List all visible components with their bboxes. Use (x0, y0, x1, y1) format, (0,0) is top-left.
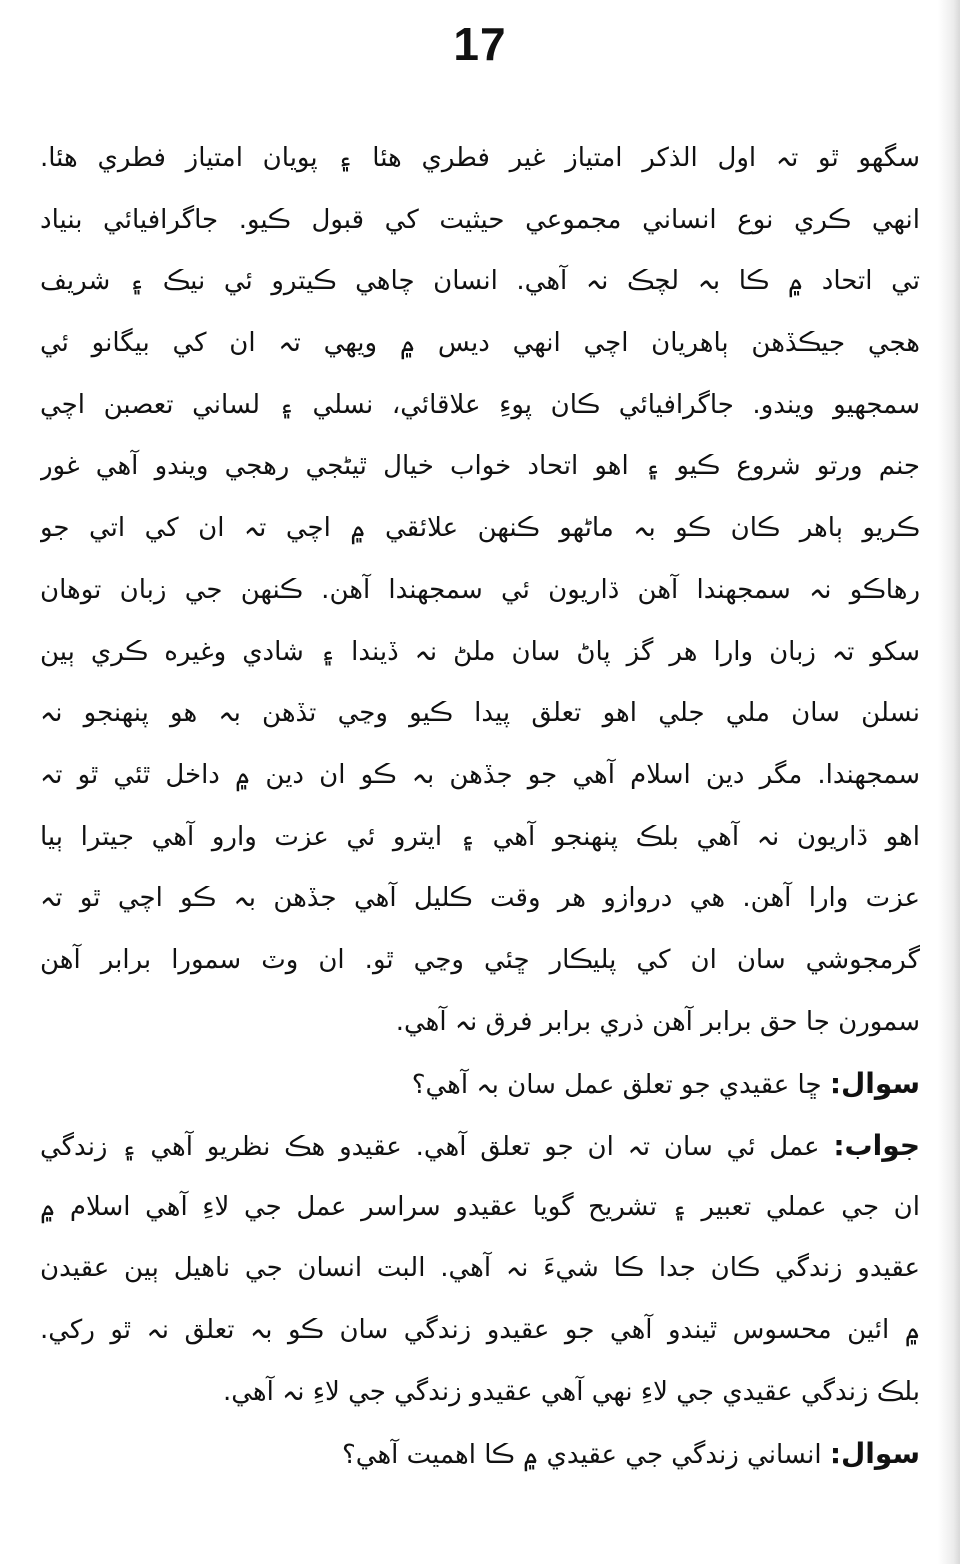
page-text-body (40, 128, 920, 1485)
text-line: عقيدو زندگي ڪان جدا ڪا شيءَ نہ آھي. البت انسان جي ناھيل ٻين عقيدن (40, 1253, 920, 1284)
question-text: ڇا عقيدي جو تعلق عمل سان بہ آھي؟ (411, 1070, 822, 1101)
question-answer-2 (40, 1423, 920, 1485)
text-line: ان جي عملي تعبير ۽ تشريح گويا عقيدو سراسر عمل جي لاءِ آھي اسلام ۾ (40, 1191, 920, 1222)
paragraph-1 (40, 128, 920, 1053)
question-text: انساني زندگي جي عقيدي ۾ ڪا اھميت آھي؟ (341, 1440, 822, 1471)
text-line: ڪريو ٻاھر ڪان ڪو بہ ماڻھو ڪنھن علائقي ۾ اچي تہ ان کي اتي جو (40, 513, 920, 544)
text-line: سمجھندا. مگر دين اسلام آھي جو جڏھن بہ ڪو ان دين ۾ داخل ٿئي ٿو تہ (40, 759, 920, 790)
text-line: سمجھيو ويندو. جاگرافيائي ڪان پوءِ علاقائي، نسلي ۽ لساني تعصبن اچي (40, 389, 920, 420)
answer-label: جواب: (833, 1129, 920, 1162)
question-label: سوال: (829, 1437, 920, 1471)
text-line: ھجي جيڪڏھن ٻاھريان اچي انھي ديس ۾ ويھي تہ ان کي بيگانو ئي (40, 328, 920, 359)
text-line: انھي ڪري نوع انساني مجموعي حيثيت کي قبول ڪيو. جاگرافيائي بنياد (40, 204, 920, 235)
text-line: گرمجوشي سان ان کي پليڪار ڇئي وڃي ٿو. ان وٽ سمورا برابر آھن (40, 944, 920, 975)
page-gutter-shadow (938, 0, 960, 1564)
text-line: اھو ڌاريون نہ آھي بلڪ پنھنجو آھي ۽ ايترو ئي عزت وارو آھي جيترا ٻيا (40, 821, 920, 852)
question-line (40, 1423, 920, 1485)
page-number: 17 (453, 18, 507, 70)
text-line: جنم ورتو شروع ڪيو ۽ اھو اتحاد خواب خيال ٿيڻجي رھجي ويندو آھي غور (40, 451, 920, 482)
text-line: نسلن سان ملي جلي اھو تعلق پيدا ڪيو وڃي تڏھن بہ ھو پنھنجو نہ (40, 698, 920, 729)
text-line: سکو تہ زبان وارا ھر گز پاڻ سان ملڻ نہ ڏيندا ۽ شادي وغيره ڪري ٻين (40, 636, 920, 667)
question-answer-1 (40, 1053, 920, 1423)
answer-line (40, 1115, 920, 1177)
answer-text: عمل ئي سان تہ ان جو تعلق آھي. عقيدو ھڪ نظريو آھي ۽ زندگي (40, 1132, 820, 1162)
text-line: بلڪ زندگي عقيدي جي لاءِ نھي آھي عقيدو زندگي جي لاءِ نہ آھي. (222, 1376, 920, 1407)
question-line (40, 1053, 920, 1115)
text-line: عزت وارا آھن. ھي دروازو ھر وقت ڪليل آھي جڏھن بہ ڪو اچي ٿو تہ (40, 883, 920, 914)
text-line: سمورن جا حق برابر آھن ذري برابر فرق نہ آھي. (395, 1006, 920, 1037)
text-line: تي اتحاد ۾ ڪا بہ لچڪ نہ آھي. انسان چاھي ڪيترو ئي نيڪ ۽ شريف (40, 266, 920, 297)
text-line: ۾ ائين محسوس ٿيندو آھي جو عقيدو زندگي سان ڪو بہ تعلق نہ ٿو رکي. (40, 1315, 920, 1346)
text-line: سگھو ٿو تہ اول الذکر امتياز غير فطري ھئا ۽ پويان امتياز فطري ھئا. (40, 143, 920, 173)
text-line: رھاڪو نہ سمجھندا آھن ڌاريون ئي سمجھندا آھن. ڪنھن جي زبان توھان (40, 574, 920, 605)
question-label: سوال: (829, 1067, 920, 1101)
